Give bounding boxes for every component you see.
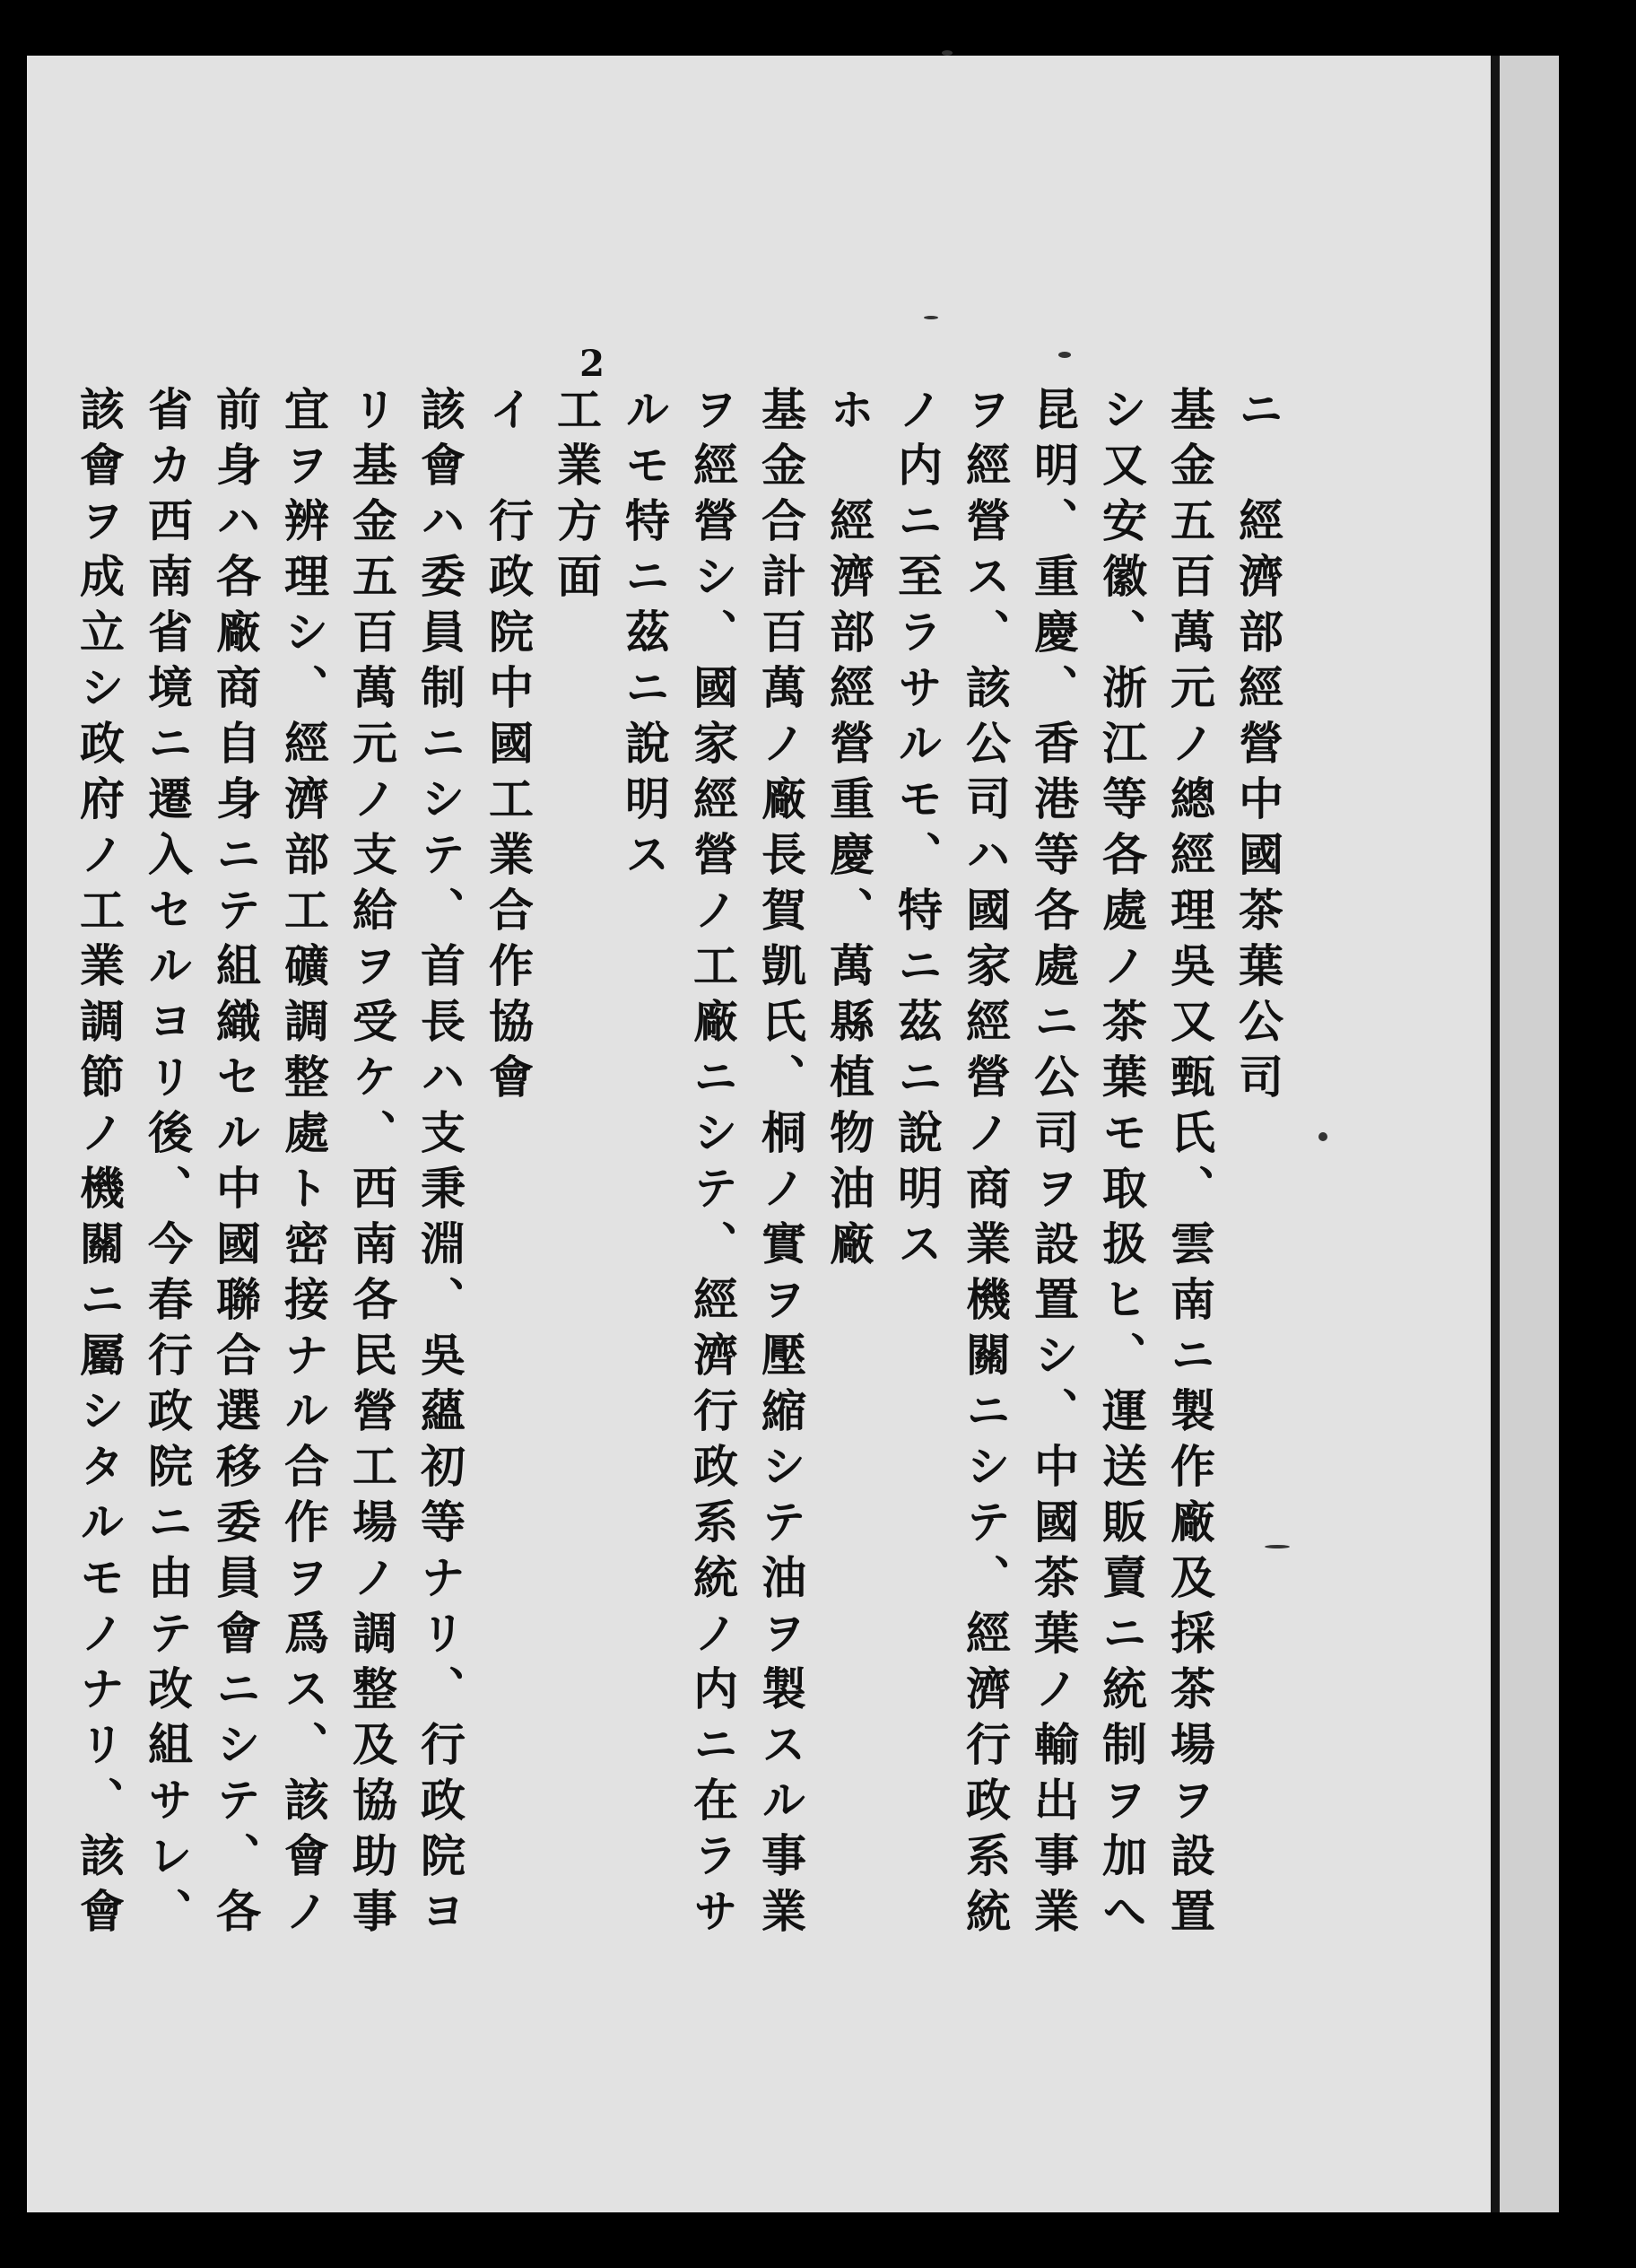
text-line: シ又安徽、浙江等各處ノ茶葉モ取扱ヒ、運送販賣ニ統制ヲ加へ: [1095, 386, 1148, 1943]
text-line: ノ内ニ至ラサルモ、特ニ茲ニ說明ス: [891, 386, 944, 1276]
page-number: 2: [579, 343, 605, 385]
scan-speck: [942, 50, 953, 56]
adjacent-page-margin: [1500, 56, 1559, 2212]
text-line: ホ 經濟部經營重慶、萬縣植物油廠: [822, 386, 875, 1276]
text-line: イ 行政院中國工業合作協會: [482, 386, 535, 1109]
text-line: 基金合計百萬ノ廠長賀凱氏、桐ノ實ヲ壓縮シテ油ヲ製スル事業: [754, 386, 807, 1943]
text-line: 該會ヲ成立シ政府ノ工業調節ノ機關ニ屬シタルモノナリ、該會: [73, 386, 126, 1943]
page-edge-shadow: [1491, 56, 1500, 2212]
text-line: 該會ハ委員制ニシテ、首長ハ支秉淵、吳蘊初等ナリ、行政院ヨ: [413, 386, 466, 1943]
scan-speck: [924, 316, 938, 319]
text-line: 前身ハ各廠商自身ニテ組織セル中國聯合選移委員會ニシテ、各: [209, 386, 262, 1943]
text-line: ニ 經濟部經營中國茶葉公司: [1231, 386, 1284, 1109]
text-line: ヲ經營シ、國家經營ノ工廠ニシテ、經濟行政系統ノ内ニ在ラサ: [686, 386, 739, 1943]
text-line: 工業方面: [550, 386, 603, 608]
text-line: 昆明、重慶、香港等各處ニ公司ヲ設置シ、中國茶葉ノ輸出事業: [1027, 386, 1080, 1943]
scan-speck: [1318, 1132, 1327, 1141]
scan-speck: [1058, 352, 1071, 358]
text-line: 宜ヲ辨理シ、經濟部工礦調整處ト密接ナル合作ヲ爲ス、該會ノ: [277, 386, 330, 1943]
text-line: 基金五百萬元ノ總經理吳又甄氏、雲南ニ製作廠及採茶場ヲ設置: [1163, 386, 1216, 1943]
text-line: リ基金五百萬元ノ支給ヲ受ケ、西南各民營工場ノ調整及協助事: [345, 386, 398, 1943]
vertical-text-body: [73, 386, 1292, 2072]
text-line: 省カ西南省境ニ遷入セルヨリ後、今春行政院ニ由テ改組サレ、: [141, 386, 194, 1943]
text-line: ルモ特ニ茲ニ說明ス: [618, 386, 671, 886]
text-line: ヲ經營ス、該公司ハ國家經營ノ商業機關ニシテ、經濟行政系統: [959, 386, 1012, 1943]
